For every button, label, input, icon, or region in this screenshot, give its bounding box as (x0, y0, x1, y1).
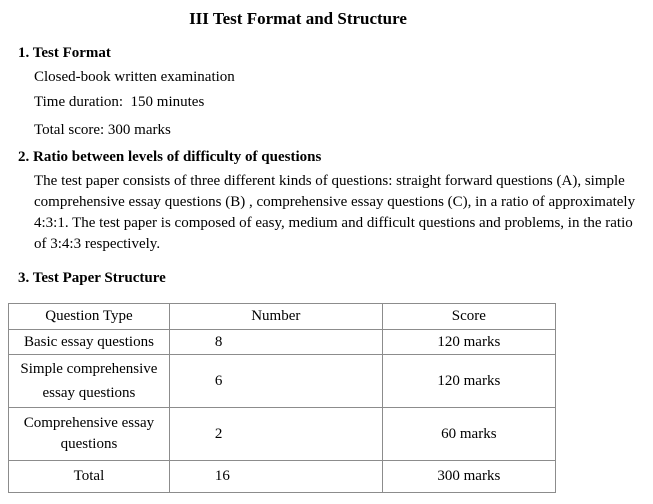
section-3-heading (18, 268, 166, 288)
section-1-line-3: Total score: 300 marks (34, 122, 171, 138)
table-cell-score: 120 marks (382, 355, 555, 408)
table-row (9, 408, 556, 461)
section-2-paragraph: The test paper consists of three different kinds of questions: straight forward questions (A), simple comprehensive essay questions (B) , comprehensive essay questions (C), in a ratio of approximately 4:3:1. The test paper is composed of easy, medium and difficult questions and problems, in the ratio of 3:4:3 respectively. (34, 173, 636, 252)
table-cell-number: 8 (169, 330, 382, 355)
test-structure-table (8, 303, 556, 493)
section-1-line-2: Time duration: 150 minutes (34, 94, 205, 110)
section-2-number: 2. (18, 149, 30, 165)
section-1-title: Test Format (32, 45, 111, 61)
section-3-number: 3. (18, 270, 30, 286)
table-cell-score: 300 marks (382, 461, 555, 493)
table-cell-score: 120 marks (382, 330, 555, 355)
table-header-cell: Score (382, 304, 555, 330)
table-cell-score: 60 marks (382, 408, 555, 461)
table-row (9, 355, 556, 408)
table-cell-question-type: Simple comprehensive essay questions (9, 355, 170, 408)
table-cell-number: 6 (169, 355, 382, 408)
table-cell-question-type: Total (9, 461, 170, 493)
section-2-title: Ratio between levels of difficulty of questions (33, 149, 322, 165)
table-header-cell: Question Type (9, 304, 170, 330)
section-1-number: 1. (18, 45, 30, 61)
section-2-heading (18, 147, 321, 167)
table-row (9, 461, 556, 493)
table-cell-number: 16 (169, 461, 382, 493)
section-3-title: Test Paper Structure (32, 270, 166, 286)
table-cell-question-type: Comprehensive essay questions (9, 408, 170, 461)
section-1-line-1: Closed-book written examination (34, 69, 235, 85)
section-1-heading (18, 43, 111, 63)
table-row (9, 330, 556, 355)
table-cell-number: 2 (169, 408, 382, 461)
table-header-row (9, 304, 556, 330)
table-cell-question-type: Basic essay questions (9, 330, 170, 355)
table-header-cell: Number (169, 304, 382, 330)
page-title: III Test Format and Structure (189, 9, 407, 28)
